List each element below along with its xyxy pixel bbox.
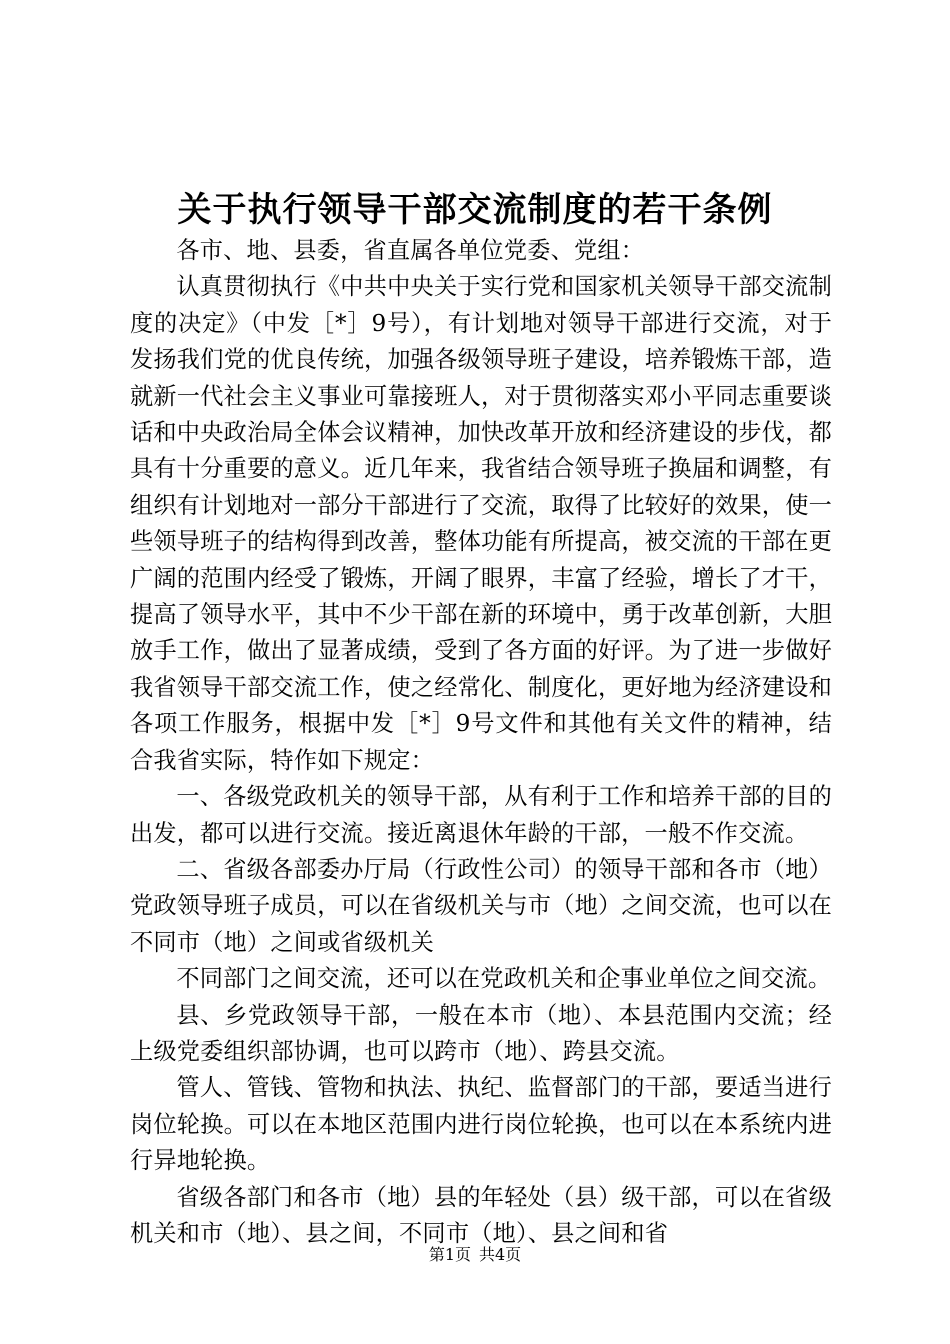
document-title: 关于执行领导干部交流制度的若干条例 (177, 190, 773, 230)
paragraph-county-township: 县、乡党政领导干部，一般在本市（地）、本县范围内交流；经上级党委组织部协调，也可以跨市（地）、跨县交流。 (130, 1001, 832, 1065)
page-number: 第1页 (428, 1245, 471, 1264)
page-footer (0, 1245, 950, 1265)
paragraph-salutation: 各市、地、县委，省直属各单位党委、党组： (176, 237, 645, 264)
paragraph-preamble: 认真贯彻执行《中共中央关于实行党和国家机关领导干部交流制度的决定》（中发［*］9号），有计划地对领导干部进行交流，对于发扬我们党的优良传统，加强各级领导班子建设，培养锻炼干部，造就新一代社会主义事业可靠接班人，对于贯彻落实邓小平同志重要谈话和中央政治局全体会议精神，加快改革开放和经济建设的步伐，都具有十分重要的意义。近几年来，我省结合领导班子换届和调整，有组织有计划地对一部分干部进行了交流，取得了比较好的效果，使一些领导班子的结构得到改善，整体功能有所提高，被交流的干部在更广阔的范围内经受了锻炼，开阔了眼界，丰富了经验，增长了才干，提高了领导水平，其中不少干部在新的环境中，勇于改革创新，大胆放手工作，做出了显著成绩，受到了各方面的好评。为了进一步做好我省领导干部交流工作，使之经常化、制度化，更好地为经济建设和各项工作服务，根据中发［*］9号文件和其他有关文件的精神，结合我省实际，特作如下规定： (130, 273, 832, 774)
paragraph-article-2-cont: 不同部门之间交流，还可以在党政机关和企事业单位之间交流。 (176, 965, 832, 993)
paragraph-article-2: 二、省级各部委办厅局（行政性公司）的领导干部和各市（地）党政领导班子成员，可以在省级机关与市（地）之间交流，也可以在不同市（地）之间或省级机关 (130, 855, 832, 956)
paragraph-young-cadres: 省级各部门和各市（地）县的年轻处（县）级干部，可以在省级机关和市（地）、县之间，不同市（地）、县之间和省 (130, 1183, 832, 1247)
paragraph-article-1: 一、各级党政机关的领导干部，从有利于工作和培养干部的目的出发，都可以进行交流。接近离退休年龄的干部，一般不作交流。 (130, 783, 832, 847)
paragraph-rotation: 管人、管钱、管物和执法、执纪、监督部门的干部，要适当进行岗位轮换。可以在本地区范围内进行岗位轮换，也可以在本系统内进行异地轮换。 (130, 1074, 832, 1175)
page-total: 共4页 (479, 1245, 522, 1264)
document-body (130, 233, 832, 1252)
